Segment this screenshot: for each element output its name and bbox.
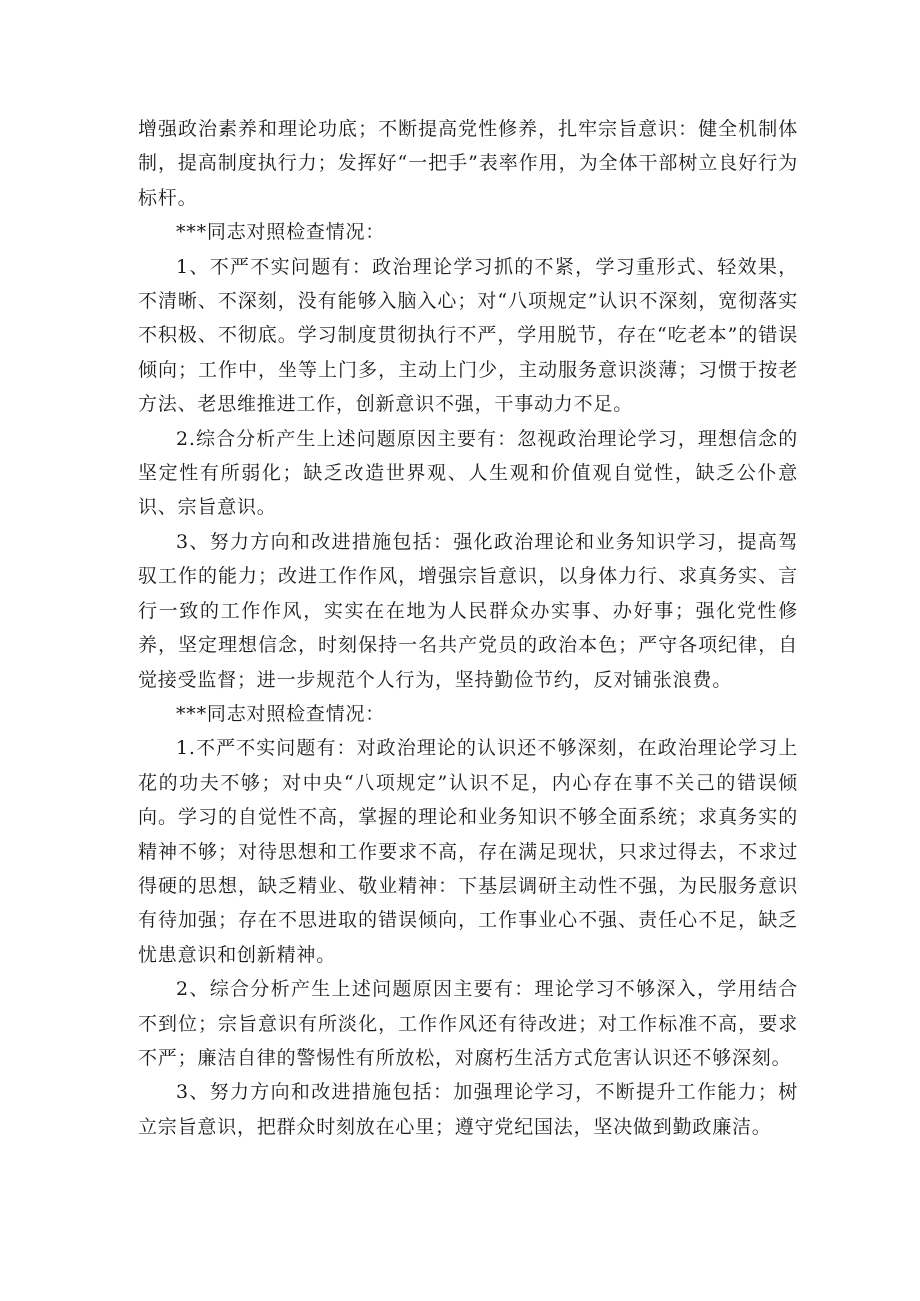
paragraph-continuation: 增强政治素养和理论功底；不断提高党性修养，扎牢宗旨意识：健全机制体制，提高制度执行力；发挥好“一把手”表率作用，为全体干部树立良好行为标杆。 <box>138 118 798 209</box>
paragraph-causes-1: 2.综合分析产生上述问题原因主要有：忽视政治理论学习，理想信念的坚定性有所弱化；缺乏改造世界观、人生观和价值观自觉性，缺乏公仆意识、宗旨意识。 <box>138 427 798 519</box>
paragraph-measures-1: 3、努力方向和改进措施包括：强化政治理论和业务知识学习，提高驾驭工作的能力；改进工作作风，增强宗旨意识，以身体力行、求真务实、言行一致的工作作风，实实在在地为人民群众办实事、办好事；强化党性修养，坚定理想信念，时刻保持一名共产党员的政治本色；严守各项纪律，自觉接受监督；进一步规范个人行为，坚持勤俭节约，反对铺张浪费。 <box>138 530 798 691</box>
section-heading-second-comrade: ***同志对照检查情况： <box>176 702 386 725</box>
section-heading-first-comrade: ***同志对照检查情况： <box>176 221 386 244</box>
paragraph-measures-2: 3、努力方向和改进措施包括：加强理论学习，不断提升工作能力；树立宗旨意识，把群众时刻放在心里；遵守党纪国法，坚决做到勤政廉洁。 <box>138 1081 798 1138</box>
paragraph-causes-2: 2、综合分析产生上述问题原因主要有：理论学习不够深入，学用结合不到位；宗旨意识有所淡化，工作作风还有待改进；对工作标准不高，要求不严；廉洁自律的警惕性有所放松，对腐朽生活方式危害认识还不够深刻。 <box>138 978 798 1069</box>
paragraph-problems-1: 1、不严不实问题有：政治理论学习抓的不紧，学习重形式、轻效果，不清晰、不深刻，没有能够入脑入心；对“八项规定”认识不深刻，宽彻落实不积极、不彻底。学习制度贯彻执行不严，学用脱节，存在“吃老本”的错误倾向；工作中，坐等上门多，主动上门少，主动服务意识淡薄；习惯于按老方法、老思维推进工作，创新意识不强，干事动力不足。 <box>138 255 798 416</box>
document-body <box>138 112 798 1144</box>
paragraph-problems-2: 1.不严不实问题有：对政治理论的认识还不够深刻，在政治理论学习上花的功夫不够；对中央“八项规定”认识不足，内心存在事不关己的错误倾向。学习的自觉性不高，掌握的理论和业务知识不够全面系统；求真务实的精神不够；对待思想和工作要求不高，存在满足现状，只求过得去，不求过得硬的思想，缺乏精业、敬业精神：下基层调研主动性不强，为民服务意识有待加强；存在不思进取的错误倾向，工作事业心不强、责任心不足，缺乏忧患意识和创新精神。 <box>138 737 798 966</box>
